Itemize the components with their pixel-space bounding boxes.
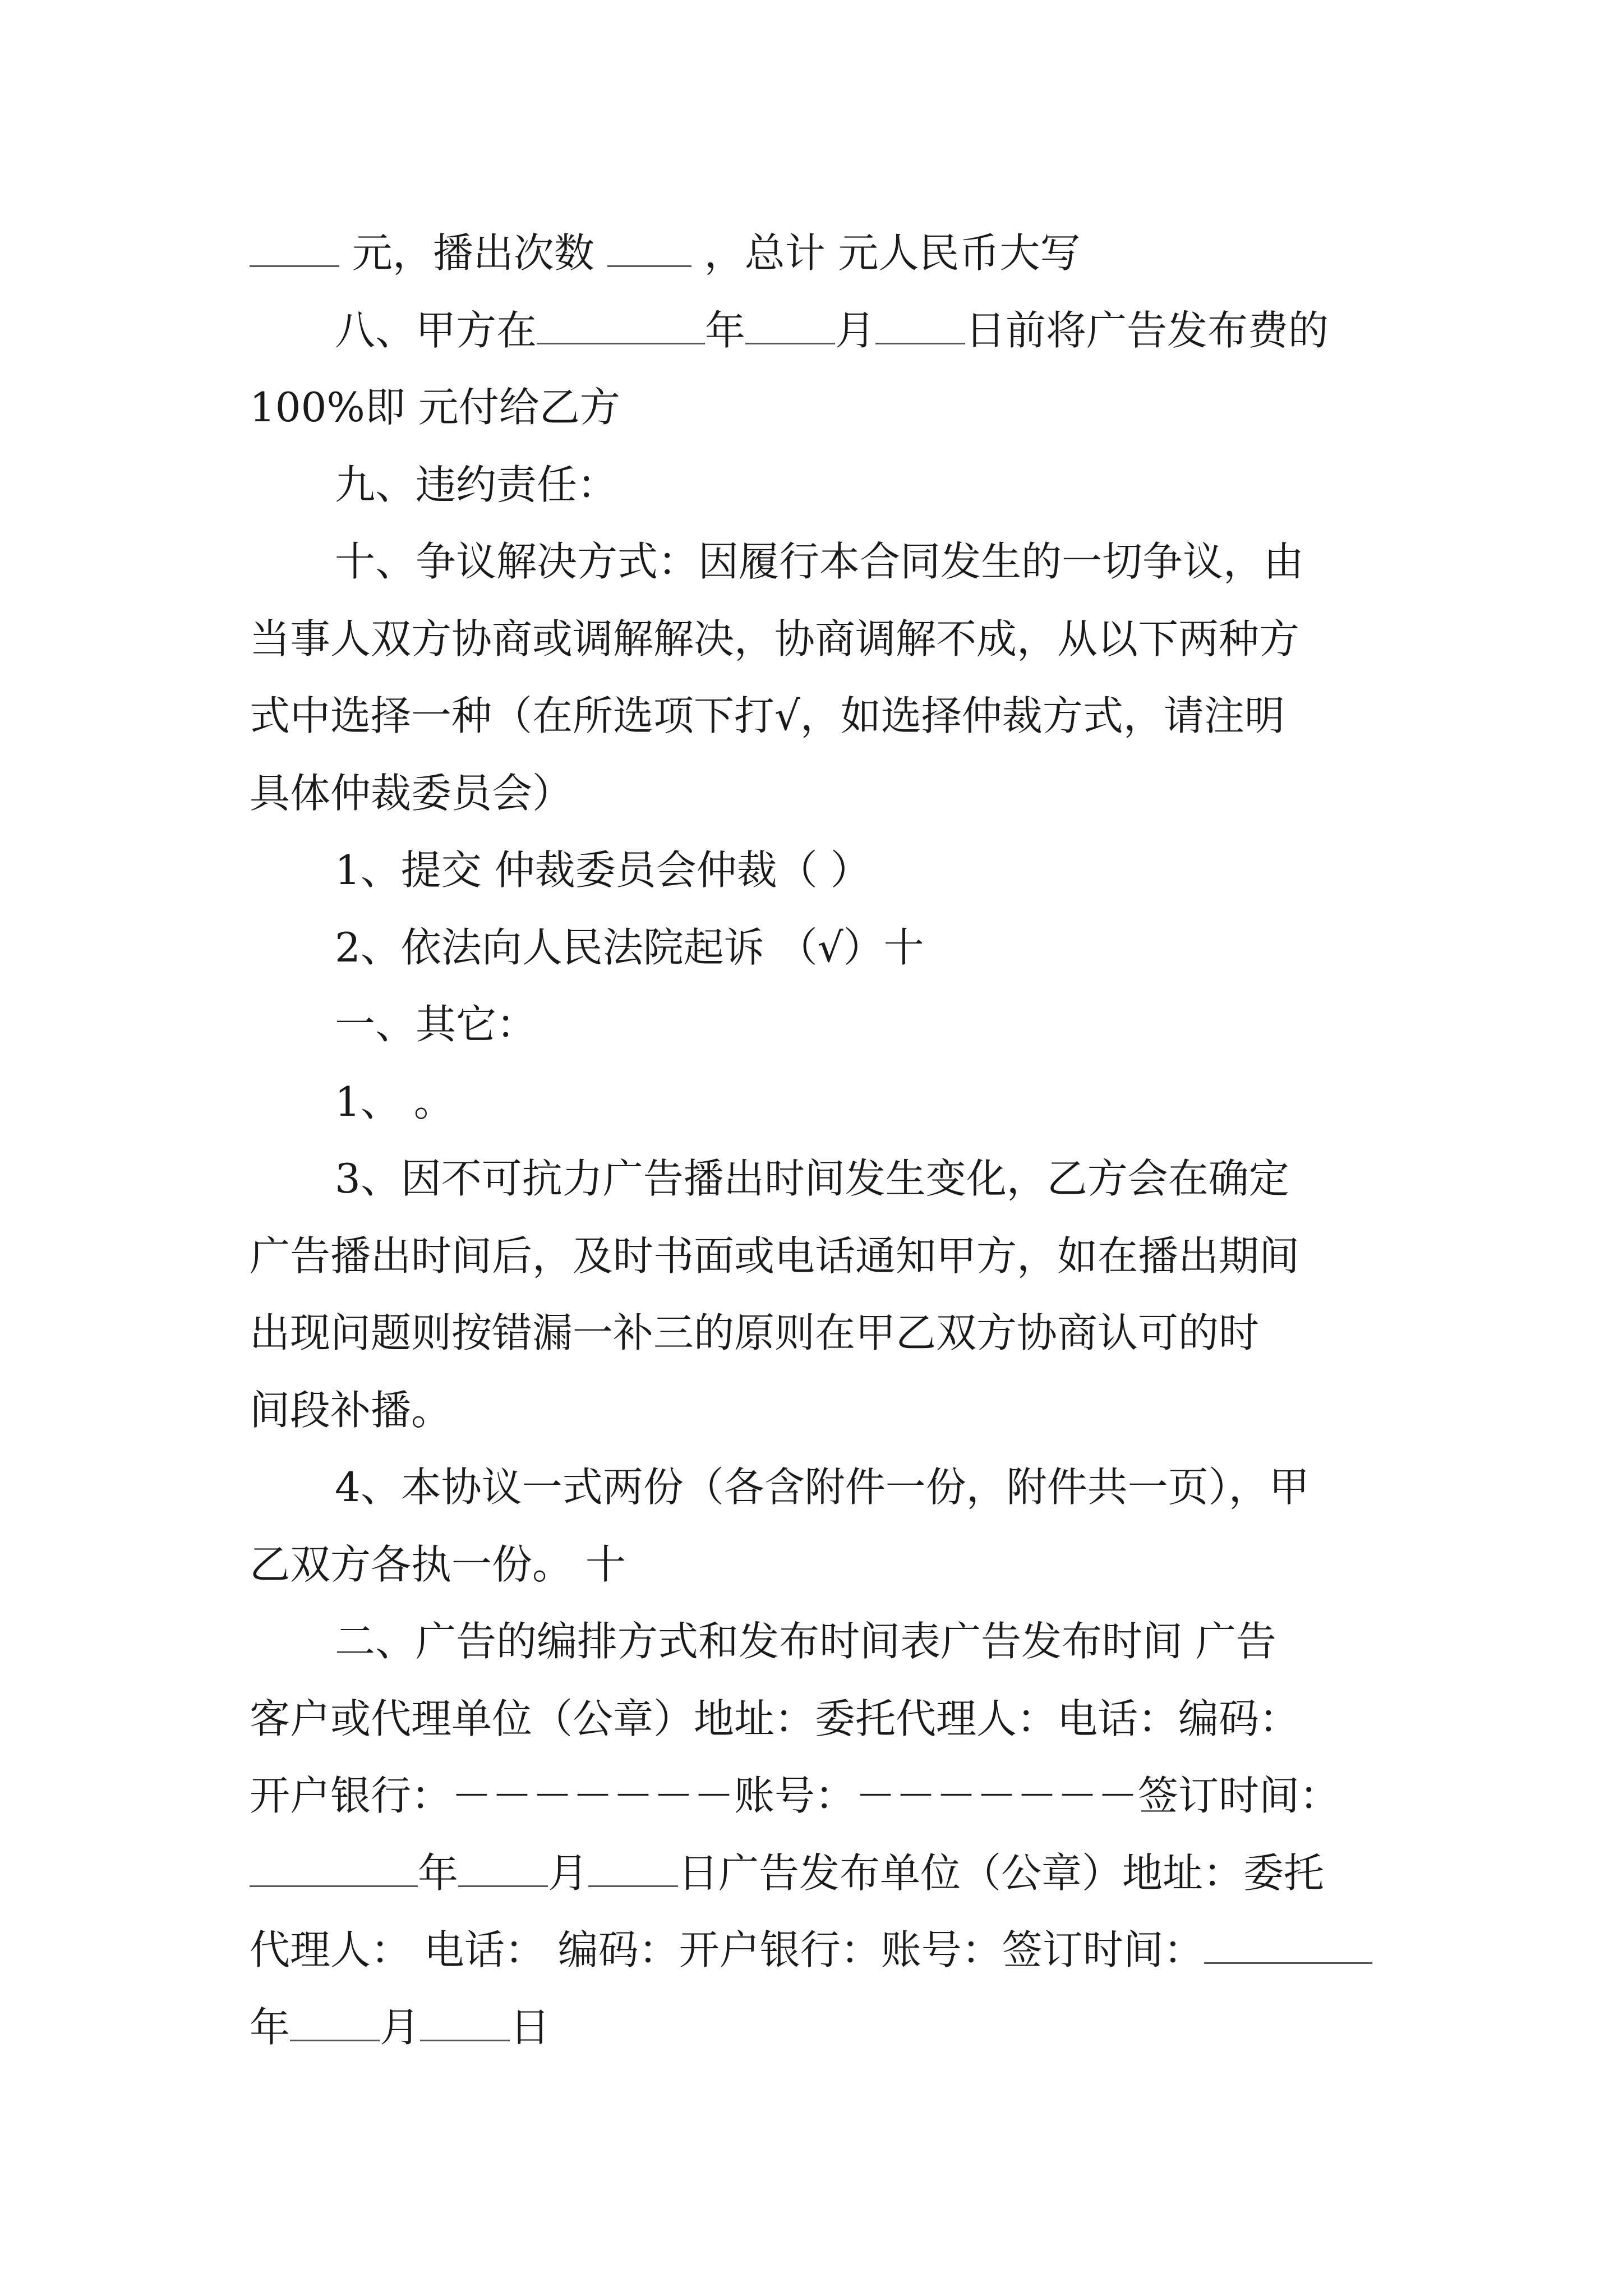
text-line-20: 客户或代理单位（公章）地址：委托代理人：电话：编码： xyxy=(250,1695,1300,1742)
text-segment: 月 xyxy=(835,306,876,354)
blank-fill xyxy=(250,1849,418,1887)
text-segment: 年 xyxy=(418,1849,459,1897)
blank-fill xyxy=(420,2004,510,2041)
text-line-9: 1、提交 仲裁委员会仲裁（ ） xyxy=(335,846,871,894)
blank-fill xyxy=(537,307,705,344)
text-segment: 月 xyxy=(380,2003,421,2051)
text-line-11: 一、其它： xyxy=(335,1001,537,1048)
text-line-18: 乙双方各执一份。 十 xyxy=(250,1540,626,1588)
text-line-5: 十、争议解决方式：因履行本合同发生的一切争议，由 xyxy=(335,538,1304,585)
text-line-24 xyxy=(250,1989,1391,2067)
text-line-14: 广告播出时间后，及时书面或电话通知甲方，如在播出期间 xyxy=(250,1232,1300,1280)
text-line-12: 1、 。 xyxy=(335,1078,454,1125)
text-line-10: 2、依法向人民法院起诉 （√）十 xyxy=(335,923,924,971)
text-segment: 代理人： 电话： 编码：开户银行：账号：签订时间： xyxy=(250,1926,1204,1973)
text-segment: 年 xyxy=(250,2003,291,2051)
blank-fill xyxy=(458,1849,548,1887)
text-line-7: 式中选择一种（在所选项下打√，如选择仲裁方式，请注明 xyxy=(250,692,1285,739)
text-segment: 日前将广告发布费的 xyxy=(965,306,1329,354)
text-segment: 日广告发布单位（公章）地址：委托 xyxy=(678,1849,1325,1897)
text-line-2 xyxy=(250,292,1391,370)
text-line-16: 间段补播。 xyxy=(250,1386,452,1434)
text-line-13: 3、因不可抗力广告播出时间发生变化，乙方会在确定 xyxy=(335,1155,1289,1202)
text-line-17: 4、本协议一式两份（各含附件一份，附件共一页），甲 xyxy=(335,1464,1310,1511)
text-segment: 八、甲方在 xyxy=(335,306,537,354)
text-line-22 xyxy=(250,1835,1391,1912)
text-line-15: 出现问题则按错漏一补三的原则在甲乙双方协商认可的时 xyxy=(250,1309,1260,1356)
text-line-8: 具体仲裁委员会） xyxy=(250,769,573,817)
blank-fill xyxy=(588,1849,678,1887)
text-line-6: 当事人双方协商或调解解决，协商调解不成，从以下两种方 xyxy=(250,615,1300,662)
blank-fill xyxy=(250,229,339,267)
text-line-1 xyxy=(250,215,1391,292)
text-segment: ，总计 元人民币大写 xyxy=(691,229,1081,277)
blank-fill xyxy=(290,2004,380,2041)
text-line-4: 九、违约责任： xyxy=(335,461,618,508)
blank-fill xyxy=(607,229,691,267)
text-line-21: 开户银行：－－－－－－－账号：－－－－－－－签订时间： xyxy=(250,1772,1340,1819)
blank-fill xyxy=(745,307,835,344)
text-segment: 月 xyxy=(548,1849,589,1897)
text-line-19: 二、广告的编排方式和发布时间表广告发布时间 广告 xyxy=(335,1618,1276,1665)
document-body xyxy=(250,215,1391,2066)
blank-fill xyxy=(1204,1926,1372,1964)
blank-fill xyxy=(875,307,965,344)
text-segment: 年 xyxy=(705,306,746,354)
text-segment: 日 xyxy=(510,2003,551,2051)
text-line-3: 100%即 元付给乙方 xyxy=(250,384,620,431)
text-segment: 元，播出次数 xyxy=(339,229,607,277)
text-line-23 xyxy=(250,1912,1391,1989)
